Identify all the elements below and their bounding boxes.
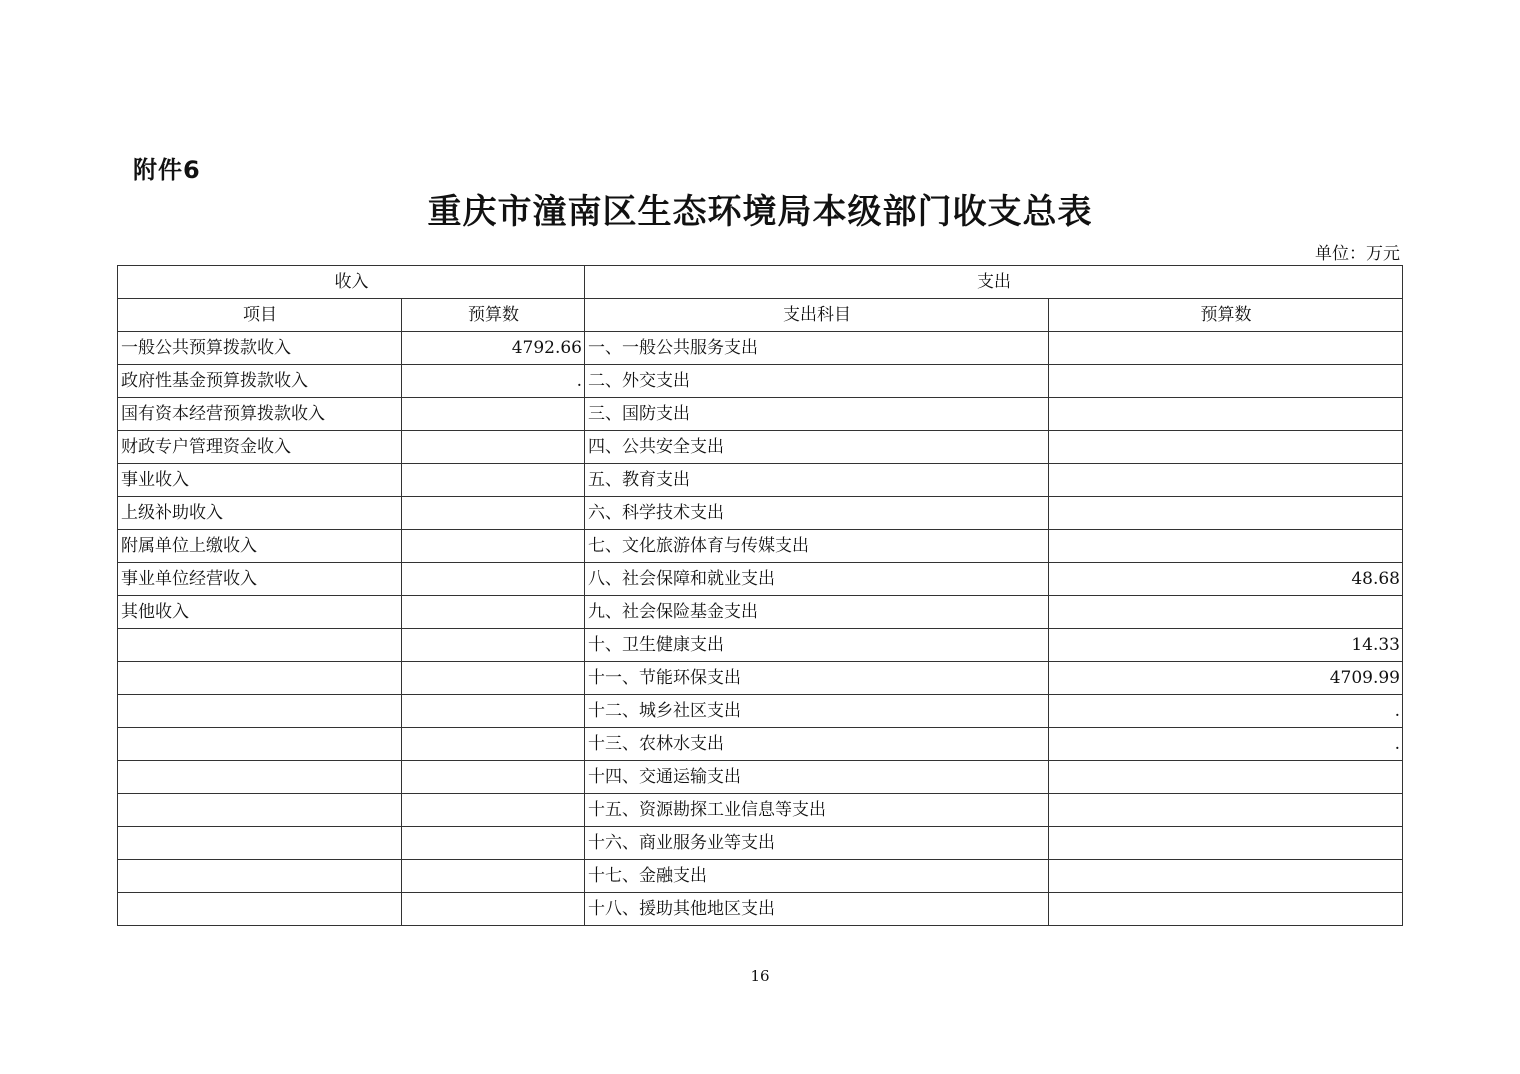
table-row — [118, 398, 1403, 431]
table-row — [118, 728, 1403, 761]
expense-item-cell: 八、社会保障和就业支出 — [585, 563, 1049, 596]
income-budget-cell — [402, 596, 585, 629]
expense-budget-cell: 4709.99 — [1049, 662, 1403, 695]
table-row — [118, 530, 1403, 563]
income-budget-cell — [402, 563, 585, 596]
table-body — [118, 332, 1403, 926]
attachment-label: 附件6 — [133, 156, 201, 184]
income-item-cell: 事业收入 — [118, 464, 402, 497]
expense-item-cell: 九、社会保险基金支出 — [585, 596, 1049, 629]
income-item-cell — [118, 761, 402, 794]
income-item-cell: 政府性基金预算拨款收入 — [118, 365, 402, 398]
expense-budget-header: 预算数 — [1049, 299, 1403, 332]
expense-budget-cell — [1049, 398, 1403, 431]
table-row — [118, 464, 1403, 497]
table-row — [118, 893, 1403, 926]
expense-item-cell: 四、公共安全支出 — [585, 431, 1049, 464]
income-budget-cell — [402, 860, 585, 893]
income-budget-cell — [402, 695, 585, 728]
expense-budget-cell — [1049, 464, 1403, 497]
table-row — [118, 794, 1403, 827]
income-budget-cell — [402, 398, 585, 431]
table-row — [118, 365, 1403, 398]
table-row — [118, 431, 1403, 464]
income-budget-cell — [402, 464, 585, 497]
table-row — [118, 761, 1403, 794]
expense-budget-cell — [1049, 860, 1403, 893]
income-budget-cell: . — [402, 365, 585, 398]
income-item-cell: 一般公共预算拨款收入 — [118, 332, 402, 365]
table-row — [118, 662, 1403, 695]
expense-item-cell: 十八、援助其他地区支出 — [585, 893, 1049, 926]
income-budget-cell — [402, 893, 585, 926]
table-row — [118, 629, 1403, 662]
expense-item-cell: 十三、农林水支出 — [585, 728, 1049, 761]
expense-budget-cell — [1049, 794, 1403, 827]
expense-budget-cell — [1049, 530, 1403, 563]
column-header-row — [118, 299, 1403, 332]
expense-budget-cell — [1049, 596, 1403, 629]
income-item-cell — [118, 695, 402, 728]
expense-budget-cell: . — [1049, 728, 1403, 761]
table-row — [118, 860, 1403, 893]
income-item-cell: 国有资本经营预算拨款收入 — [118, 398, 402, 431]
income-item-cell — [118, 728, 402, 761]
income-item-cell — [118, 827, 402, 860]
expense-budget-cell — [1049, 761, 1403, 794]
income-budget-header: 预算数 — [402, 299, 585, 332]
table-row — [118, 695, 1403, 728]
income-item-cell — [118, 860, 402, 893]
expense-group-header: 支出 — [585, 266, 1403, 299]
income-budget-cell: 4792.66 — [402, 332, 585, 365]
expense-item-cell: 三、国防支出 — [585, 398, 1049, 431]
income-item-cell: 财政专户管理资金收入 — [118, 431, 402, 464]
expense-budget-cell — [1049, 893, 1403, 926]
income-budget-cell — [402, 530, 585, 563]
expense-item-cell: 十一、节能环保支出 — [585, 662, 1049, 695]
income-item-cell — [118, 794, 402, 827]
income-budget-cell — [402, 827, 585, 860]
expense-budget-cell — [1049, 827, 1403, 860]
table-row — [118, 596, 1403, 629]
income-item-cell — [118, 629, 402, 662]
group-header-row — [118, 266, 1403, 299]
expense-item-header: 支出科目 — [585, 299, 1049, 332]
expense-item-cell: 十六、商业服务业等支出 — [585, 827, 1049, 860]
income-item-header: 项目 — [118, 299, 402, 332]
income-item-cell — [118, 662, 402, 695]
expense-item-cell: 十、卫生健康支出 — [585, 629, 1049, 662]
expense-item-cell: 一、一般公共服务支出 — [585, 332, 1049, 365]
table-row — [118, 497, 1403, 530]
income-budget-cell — [402, 662, 585, 695]
page-number: 16 — [750, 967, 770, 985]
income-item-cell: 上级补助收入 — [118, 497, 402, 530]
income-item-cell: 其他收入 — [118, 596, 402, 629]
expense-budget-cell — [1049, 497, 1403, 530]
income-budget-cell — [402, 761, 585, 794]
expense-budget-cell — [1049, 365, 1403, 398]
income-budget-cell — [402, 794, 585, 827]
table-row — [118, 332, 1403, 365]
income-group-header: 收入 — [118, 266, 585, 299]
expense-item-cell: 十四、交通运输支出 — [585, 761, 1049, 794]
expense-budget-cell: 14.33 — [1049, 629, 1403, 662]
income-budget-cell — [402, 497, 585, 530]
income-item-cell: 附属单位上缴收入 — [118, 530, 402, 563]
page-title: 重庆市潼南区生态环境局本级部门收支总表 — [427, 192, 1093, 232]
income-item-cell — [118, 893, 402, 926]
expense-item-cell: 五、教育支出 — [585, 464, 1049, 497]
expense-item-cell: 十七、金融支出 — [585, 860, 1049, 893]
expense-budget-cell — [1049, 431, 1403, 464]
expense-item-cell: 六、科学技术支出 — [585, 497, 1049, 530]
income-budget-cell — [402, 629, 585, 662]
expense-item-cell: 二、外交支出 — [585, 365, 1049, 398]
table-row — [118, 563, 1403, 596]
expense-budget-cell — [1049, 332, 1403, 365]
table-row — [118, 827, 1403, 860]
expense-budget-cell: . — [1049, 695, 1403, 728]
income-budget-cell — [402, 728, 585, 761]
expense-item-cell: 十五、资源勘探工业信息等支出 — [585, 794, 1049, 827]
expense-item-cell: 十二、城乡社区支出 — [585, 695, 1049, 728]
unit-label: 单位：万元 — [1315, 244, 1400, 264]
income-item-cell: 事业单位经营收入 — [118, 563, 402, 596]
income-expense-summary-table — [117, 265, 1403, 926]
expense-item-cell: 七、文化旅游体育与传媒支出 — [585, 530, 1049, 563]
expense-budget-cell: 48.68 — [1049, 563, 1403, 596]
income-budget-cell — [402, 431, 585, 464]
